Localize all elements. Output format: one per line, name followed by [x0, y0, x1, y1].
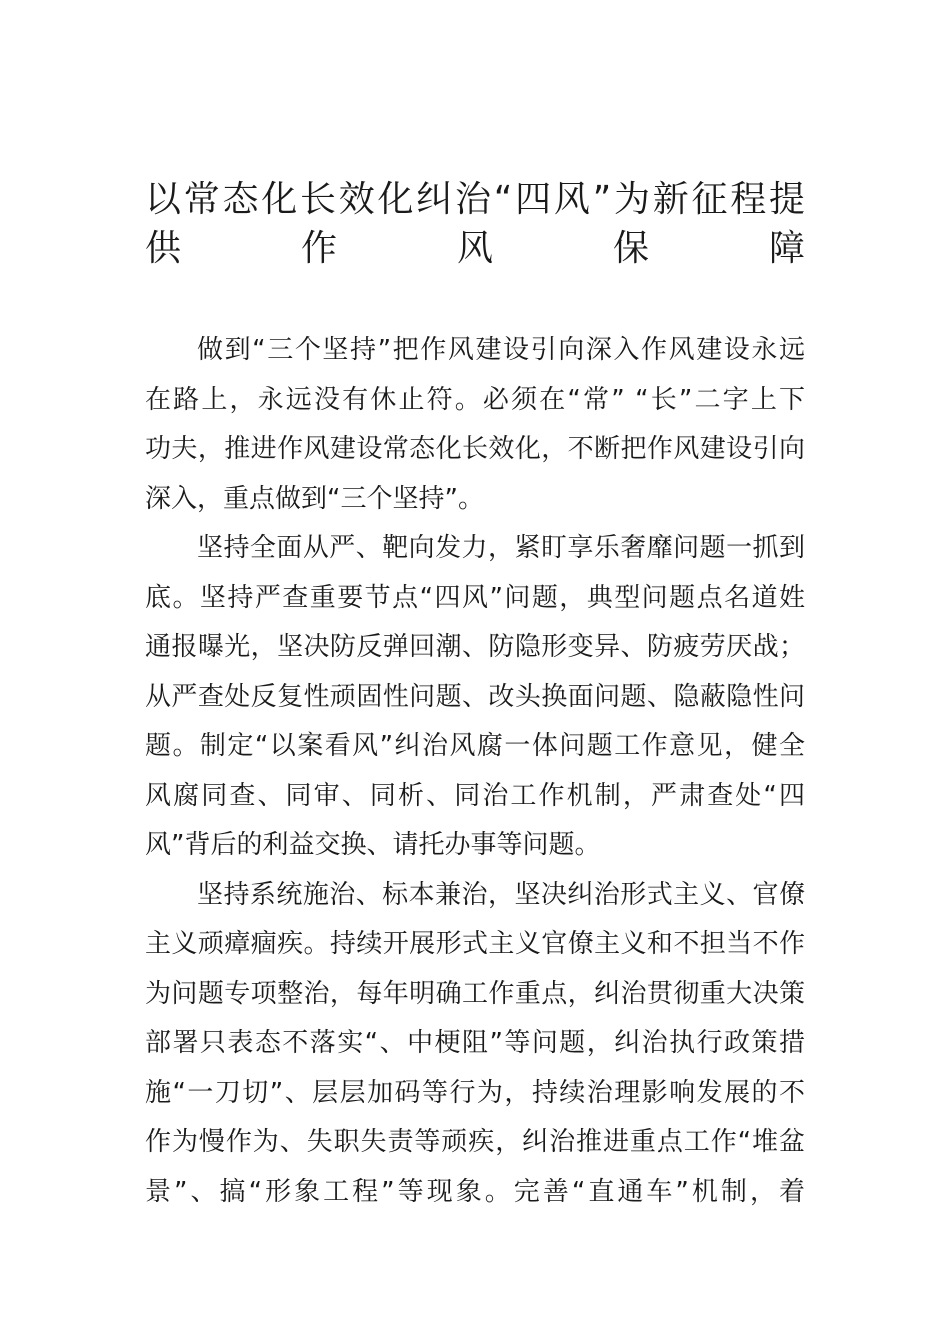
paragraph-line: 坚持系统施治、标本兼治，坚决纠治形式主义、官僚	[197, 879, 805, 910]
paragraph-line: 从严查处反复性顽固性问题、改头换面问题、隐蔽隐性问	[145, 681, 805, 712]
paragraph-line: 通报曝光，坚决防反弹回潮、防隐形变异、防疲劳厌战；	[145, 632, 805, 662]
paragraph-line: 深入，重点做到“三个坚持”。	[145, 483, 484, 514]
document-title	[145, 175, 805, 273]
title-line: 供作风保障	[145, 228, 805, 269]
paragraph-line: 做到“三个坚持”把作风建设引向深入作风建设永远	[197, 335, 805, 365]
paragraph-line: 题。制定“以案看风”纠治风腐一体问题工作意见，健全	[145, 731, 805, 761]
paragraph-line: 施“一刀切”、层层加码等行为，持续治理影响发展的不	[145, 1077, 805, 1108]
paragraph-line: 景”、搞“形象工程”等现象。完善“直通车”机制，着	[145, 1176, 805, 1207]
paragraph-line: 风腐同查、同审、同析、同治工作机制，严肃查处“四	[145, 780, 805, 811]
paragraph-line: 在路上，永远没有休止符。必须在“常” “长”二字上下	[145, 384, 805, 415]
paragraph-line: 主义顽瘴痼疾。持续开展形式主义官僚主义和不担当不作	[145, 929, 805, 959]
paragraph-line: 作为慢作为、失职失责等顽疾，纠治推进重点工作“堆盆	[145, 1127, 805, 1157]
paragraph-2	[145, 524, 805, 871]
title-line: 以常态化长效化纠治“四风”为新征程提	[145, 179, 805, 220]
paragraph-line: 风”背后的利益交换、请托办事等问题。	[145, 830, 601, 860]
document-body	[145, 326, 805, 1217]
paragraph-line: 坚持全面从严、靶向发力，紧盯享乐奢靡问题一抓到	[197, 533, 805, 563]
paragraph-line: 功夫，推进作风建设常态化长效化，不断把作风建设引向	[145, 434, 805, 464]
paragraph-3	[145, 871, 805, 1218]
paragraph-line: 底。坚持严查重要节点“四风”问题，典型问题点名道姓	[145, 582, 805, 613]
paragraph-line: 部署只表态不落实“、中梗阻”等问题，纠治执行政策措	[145, 1028, 805, 1058]
paragraph-1	[145, 326, 805, 524]
paragraph-line: 为问题专项整治，每年明确工作重点，纠治贯彻重大决策	[145, 978, 805, 1009]
